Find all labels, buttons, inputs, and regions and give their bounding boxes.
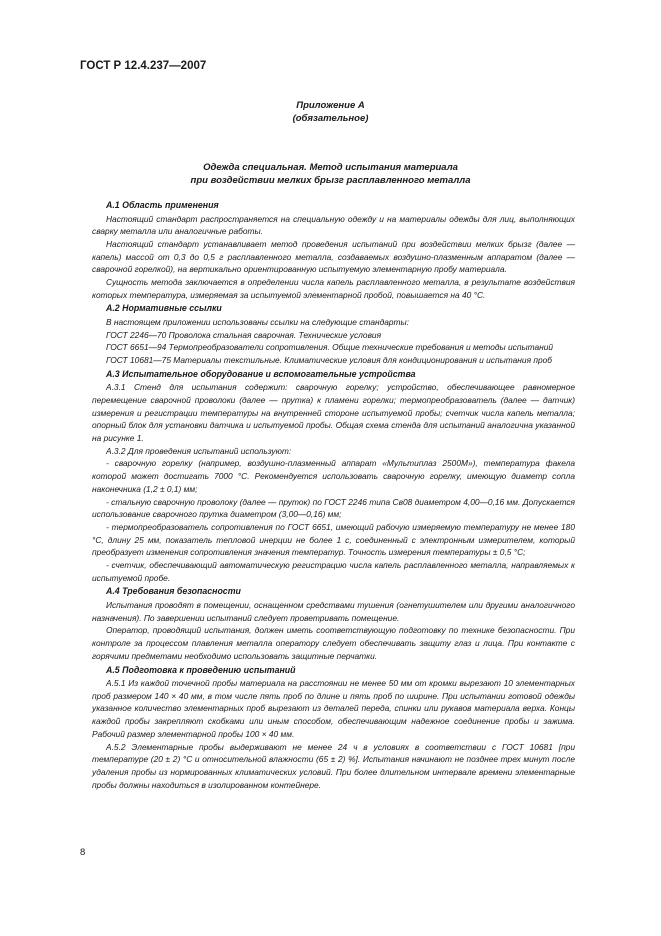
annex-title-line1: Одежда специальная. Метод испытания материала (203, 162, 458, 173)
reference-item: ГОСТ 6651—94 Термопреобразователи сопротивления. Общие технические требования и методы испытаний (106, 342, 554, 353)
section-heading: А.5 Подготовка к проведению испытаний (106, 664, 296, 675)
paragraph: Настоящий стандарт распространяется на специальную одежду и на материалы одежды для лиц, выполняющих сварку металла или аналогичные работы. (92, 213, 575, 237)
paragraph: А.3.2 Для проведения испытаний используют: (106, 445, 292, 456)
reference-item: ГОСТ 10681—75 Материалы текстильные. Климатические условия для кондиционирования и испытания проб (106, 355, 553, 366)
document-header: ГОСТ Р 12.4.237—2007 (80, 60, 207, 72)
list-item: - счетчик, обеспечивающий автоматическую регистрацию числа капель расплавленного металла, направляемых к испытуемой пробе. (92, 560, 575, 583)
page-number: 8 (80, 847, 86, 858)
list-item: - термопреобразователь сопротивления по ГОСТ 6651, имеющий рабочую измеряемую температуру не менее 180 °С, длину 25 мм, показатель тепловой инерции не более 1 с, соединенный с электронным измерителем, который преобразует изменения сопротивления значения температур. Точность измерения температуры ± 0,5 °С; (92, 521, 575, 558)
paragraph: Сущность метода заключается в определении числа капель расплавленного металла, в результате воздействия которых температура, измеряемая за испытуемой элементарной пробой, повышается на 40 °С. (92, 277, 575, 300)
paragraph: Испытания проводят в помещении, оснащенном средствами тушения (огнетушителем или другими аналогичного назначения). По завершении испытаний следует проветривать помещение. (92, 599, 575, 623)
document-body (92, 198, 575, 791)
list-item: - сварочную горелку (например, воздушно-плазменный аппарат «Мультиплаз 2500М»), температура факела которой может достигать 7000 °С. Рекомендуется использовать сварочную горелку, имеющую диаметр сопла наконечника (1,2 ± 0,1) мм; (92, 458, 575, 494)
section-heading: А.4 Требования безопасности (106, 586, 241, 597)
section-heading: А.2 Нормативные ссылки (106, 303, 222, 314)
appendix-status: (обязательное) (292, 113, 369, 124)
section-heading: А.3 Испытательное оборудование и вспомогательные устройства (106, 368, 416, 379)
paragraph: Настоящий стандарт устанавливает метод проведения испытаний при воздействии мелких брызг (далее — капель) массой от 0,3 до 0,5 г расплавленного металла, создаваемых воздушно-плазменным аппаратом (далее — сварочной горелкой), на вертикально ориентированную испытуемую элементарную пробу материала. (92, 238, 575, 275)
annex-title-line2: при воздействии мелких брызг расплавленного металла (190, 175, 471, 186)
reference-item: ГОСТ 2246—70 Проволока стальная сварочная. Технические условия (106, 329, 382, 340)
paragraph: А.3.1 Стенд для испытания содержит: сварочную горелку; устройство, обеспечивающее равномерное перемещение сварочной проволоки (далее — прутка) к пламени горелки; термопреобразователь (далее — датчик) измерения и регистрации температуры на внутренней стороне испытуемой пробы; счетчик числа капель металла; опорный блок для установки датчика и испытуемой пробы. Общая схема стенда для испытаний аналогична указанной на рисунке 1. (92, 382, 575, 444)
paragraph: А.5.1 Из каждой точечной пробы материала на расстоянии не менее 50 мм от кромки вырезают 10 элементарных проб размером 140 × 40 мм, в том числе пять проб по длине и пять проб по ширине. При испытании готовой одежды указанное количество элементарных проб вырезают из деталей переда, спинки или рукавов материала верха. Концы каждой пробы закрепляют скобками или иным способом, обеспечивающим надежное соединение пробы и зажима. Рабочий размер элементарной пробы 100 × 40 мм. (92, 678, 575, 739)
section-heading: А.1 Область применения (106, 200, 219, 210)
appendix-title: Приложение А (296, 100, 365, 111)
list-item: - стальную сварочную проволоку (далее — пруток) по ГОСТ 2246 типа Св08 диаметром 4,00—0,16 мм. Допускается использование сварочного прутка диаметром (3,00—0,16) мм; (92, 496, 575, 520)
paragraph: Оператор, проводящий испытания, должен иметь соответствующую подготовку по технике безопасности. При контроле за процессом плавления металла оператору следует обеспечивать защиту глаз и лица. При контакте с горячими предметами необходимо использовать защитные перчатки. (92, 625, 575, 661)
paragraph: А.5.2 Элементарные пробы выдерживают не менее 24 ч в условиях в соответствии с ГОСТ 10681 [при температуре (20 ± 2) °С и относительной влажности (65 ± 2) %]. Испытания начинают не позднее трех минут после удаления пробы из нормированных климатических условий. При более длительном интервале времени элементарные пробы должны находиться в изолированном контейнере. (92, 741, 575, 790)
paragraph: В настоящем приложении использованы ссылки на следующие стандарты: (106, 316, 410, 327)
